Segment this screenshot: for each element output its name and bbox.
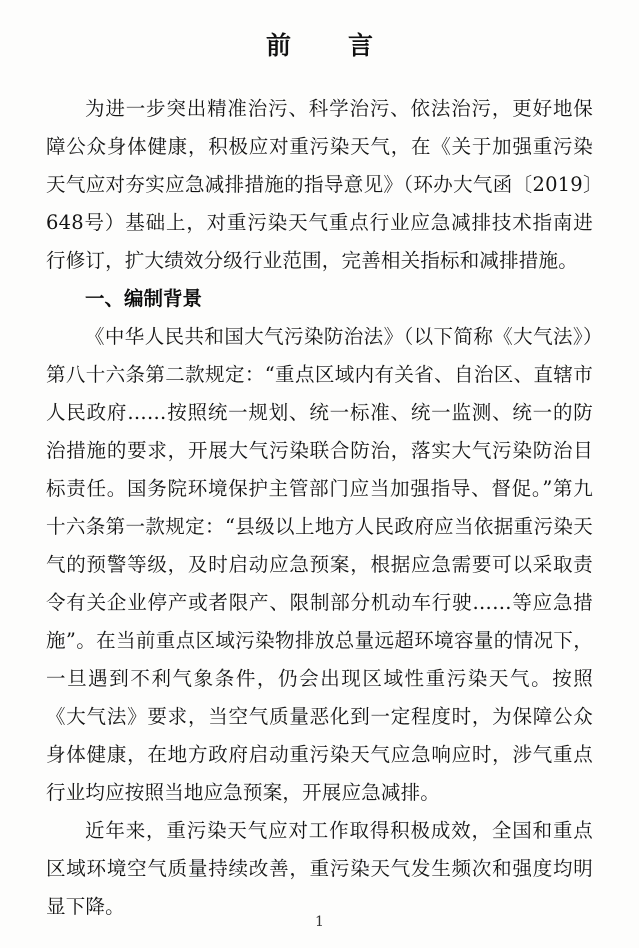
document-body — [46, 90, 593, 926]
paragraph-intro: 为进一步突出精准治污、科学治污、依法治污，更好地保障公众身体健康，积极应对重污染天气，在《关于加强重污染天气应对夯实应急减排措施的指导意见》（环办大气函〔2019〕648号）基础上，对重污染天气重点行业应急减排技术指南进行修订，扩大绩效分级行业范围，完善相关指标和减排措施。 — [46, 97, 593, 272]
page-number: 1 — [315, 914, 324, 930]
section-heading-background: 一、编制背景 — [85, 287, 203, 310]
paragraph-law-basis: 《中华人民共和国大气污染防治法》（以下简称《大气法》）第八十六条第二款规定：“重点区域内有关省、自治区、直辖市人民政府……按照统一规划、统一标准、统一监测、统一的防治措施的要求，开展大气污染联合防治，落实大气污染防治目标责任。国务院环境保护主管部门应当加强指导、督促。”第九十六条第一款规定：“县级以上地方人民政府应当依据重污染天气的预警等级，及时启动应急预案，根据应急需要可以采取责令有关企业停产或者限产、限制部分机动车行驶……等应急措施”。在当前重点区域污染物排放总量远超环境容量的情况下，一旦遇到不利气象条件，仍会出现区域性重污染天气。按照《大气法》要求，当空气质量恶化到一定程度时，为保障公众身体健康，在地方政府启动重污染天气应急响应时，涉气重点行业均应按照当地应急预案，开展应急减排。 — [46, 325, 593, 804]
paragraph-recent-years: 近年来，重污染天气应对工作取得积极成效，全国和重点区域环境空气质量持续改善，重污染天气发生频次和强度均明显下降。 — [46, 819, 593, 918]
page-title: 前 言 — [265, 31, 389, 60]
